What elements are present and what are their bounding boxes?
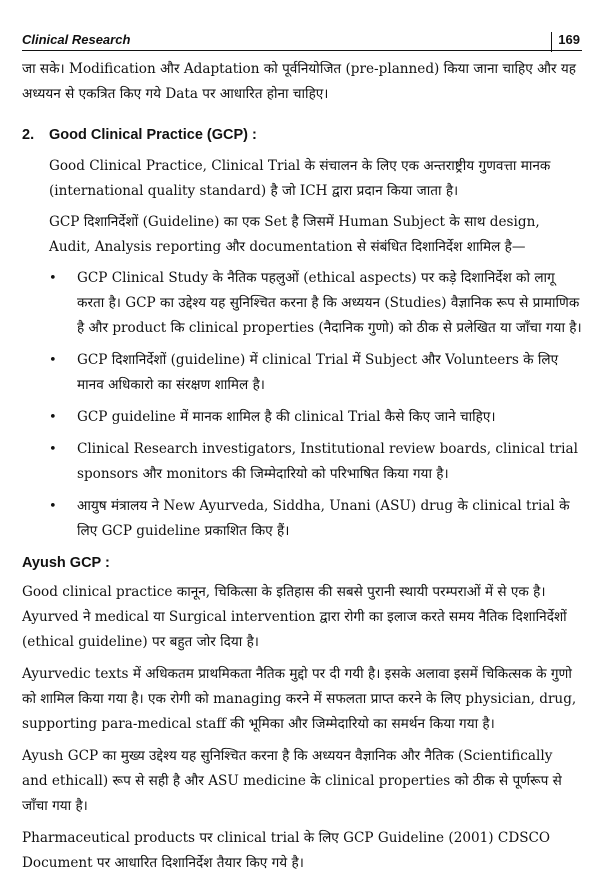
section-title: Good Clinical Practice (GCP) :: [49, 127, 257, 143]
bullet-icon: •: [49, 499, 57, 514]
ayush-paragraph-1: Good clinical practice कानून, चिकित्सा के इतिहास की सबसे पुरानी स्थायी परम्पराओं में से एक है। Ayurved ने medical या Surgical intervention द्वारा रोगी का इलाज करते समय नैतिक दिशानिर्देशों (ethical guideline) पर बहुत जोर दिया है।: [22, 584, 567, 650]
ayush-paragraph-2: Ayurvedic texts में अधिकतम प्राथमिकता नैतिक मुद्दो पर दी गयी है। इसके अलावा इसमें चिकित्सक के गुणो को शामिल किया गया है। एक रोगी को managing करने में सफलता प्राप्त करने के लिए physician, drug, supporting para-medical staff की भूमिका और जिम्मेदारियो का समर्थन किया गया है।: [22, 666, 577, 732]
page-body: [22, 57, 582, 876]
intro-paragraph: जा सके। Modification और Adaptation को पूर्वनियोजित (pre-planned) किया जाना चाहिए और यह अध्ययन से एकत्रित किए गये Data पर आधारित होना चाहिए।: [22, 61, 576, 102]
book-page: [0, 28, 600, 871]
bullet-icon: •: [49, 410, 57, 425]
header-separator: [551, 32, 553, 52]
bullet-icon: •: [49, 353, 57, 368]
bullet-icon: •: [49, 442, 57, 457]
list-item: • GCP दिशानिर्देशों (guideline) में clinical Trial में Subject और Volunteers के लिए मानव अधिकारो का संरक्षण शामिल है।: [22, 348, 582, 398]
gcp-bullet-list: [22, 266, 582, 544]
list-item: • GCP Clinical Study के नैतिक पहलुओं (ethical aspects) पर कड़े दिशानिर्देश को लागू करता है। GCP का उद्देश्य यह सुनिश्चित करना है कि अध्ययन (Studies) वैज्ञानिक रूप से प्रामाणिक है और product कि clinical properties (नैदानिक गुणो) को ठीक से प्रलेखित या जाँचा गया है।: [22, 266, 582, 341]
ayush-gcp-heading: Ayush GCP :: [22, 555, 110, 571]
page-number: 169: [558, 32, 580, 47]
running-header: [22, 28, 582, 51]
list-item: • Clinical Research investigators, Institutional review boards, clinical trial sponsors और monitors की जिम्मेदारियो को परिभाषित किया गया है।: [22, 437, 582, 487]
section-heading: [22, 123, 582, 148]
list-item: • GCP guideline में मानक शामिल है की clinical Trial कैसे किए जाने चाहिए।: [22, 405, 582, 430]
gcp-definition-paragraph: Good Clinical Practice, Clinical Trial के संचालन के लिए एक अन्तराष्ट्रीय गुणवत्ता मानक (international quality standard) है जो ICH द्वारा प्रदान किया जाता है।: [49, 158, 551, 199]
list-item: • आयुष मंत्रालय ने New Ayurveda, Siddha, Unani (ASU) drug के clinical trial के लिए GCP guideline प्रकाशित किए हैं।: [22, 494, 582, 544]
section-number: 2.: [22, 127, 35, 143]
running-title: Clinical Research: [22, 32, 131, 47]
bullet-icon: •: [49, 271, 57, 286]
ayush-paragraph-4: Pharmaceutical products पर clinical trial के लिए GCP Guideline (2001) CDSCO Document पर आधारित दिशानिर्देश तैयार किए गये है।: [22, 830, 551, 871]
gcp-guidelines-paragraph: GCP दिशानिर्देशों (Guideline) का एक Set है जिसमें Human Subject के साथ design, Audit, Analysis reporting और documentation से संबंधित दिशानिर्देश शामिल है—: [49, 214, 540, 255]
ayush-paragraph-3: Ayush GCP का मुख्य उद्देश्य यह सुनिश्चित करना है कि अध्ययन वैज्ञानिक और नैतिक (Scientifically and ethicall) रूप से सही है और ASU medicine के clinical properties को ठीक से पूर्णरूप से जाँचा गया है।: [22, 748, 562, 814]
